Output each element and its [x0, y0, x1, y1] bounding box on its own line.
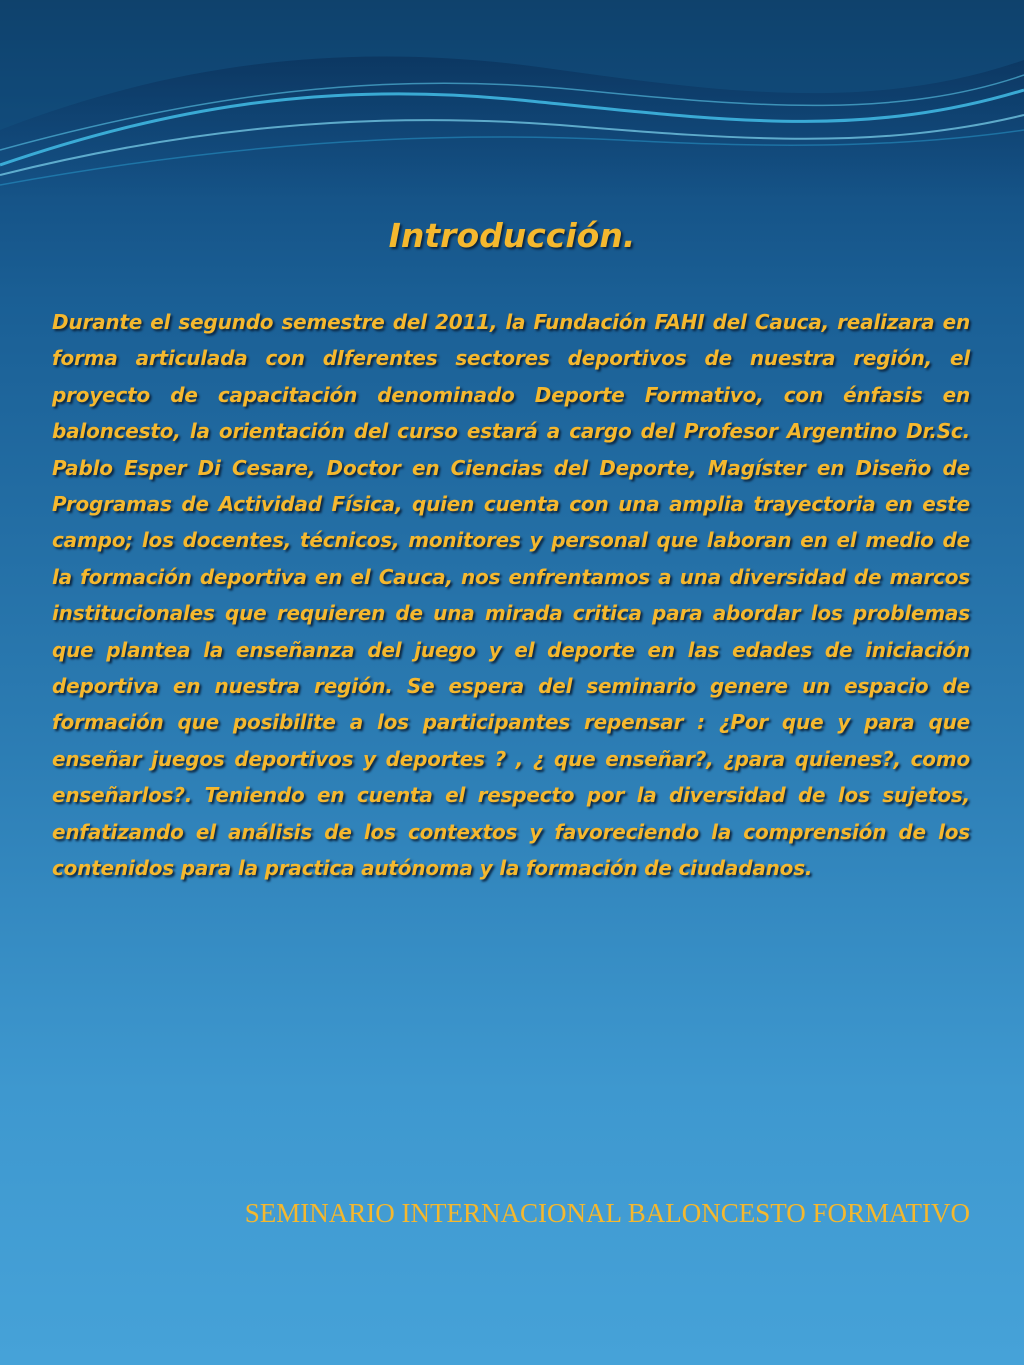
slide-title: Introducción. — [388, 216, 636, 255]
introduction-paragraph: Durante el segundo semestre del 2011, la Fundación FAHI del Cauca, realizara en forma articulada con dIferentes sectores deportivos de nuestra región, el proyecto de capacitación denominado Deporte Formativo, con énfasis en baloncesto, la orientación del curso estará a cargo del Profesor Argentino Dr.Sc. Pablo Esper Di Cesare, Doctor en Ciencias del Deporte, Magíster en Diseño de Programas de Actividad Física, quien cuenta con una amplia trayectoria en este campo; los docentes, técnicos, monitores y personal que laboran en el medio de la formación deportiva en el Cauca, nos enfrentamos a una diversidad de marcos institucionales que requieren de una mirada critica para abordar los problemas que plantea la enseñanza del juego y el deporte en las edades de iniciación deportiva en nuestra región. Se espera del seminario genere un espacio de formación que posibilite a los participantes repensar : ¿Por que y para que enseñar juegos deportivos y deportes ? , ¿ que enseñar?, ¿para quienes?, como enseñarlos?. Teniendo en cuenta el respecto por la diversidad de los sujetos, enfatizando el análisis de los contextos y favoreciendo la comprensión de los contenidos para la practica autónoma y la formación de ciudadanos. — [52, 310, 970, 881]
seminar-footer: SEMINARIO INTERNACIONAL BALONCESTO FORMATIVO — [244, 1198, 970, 1228]
decorative-waves — [0, 0, 1024, 200]
